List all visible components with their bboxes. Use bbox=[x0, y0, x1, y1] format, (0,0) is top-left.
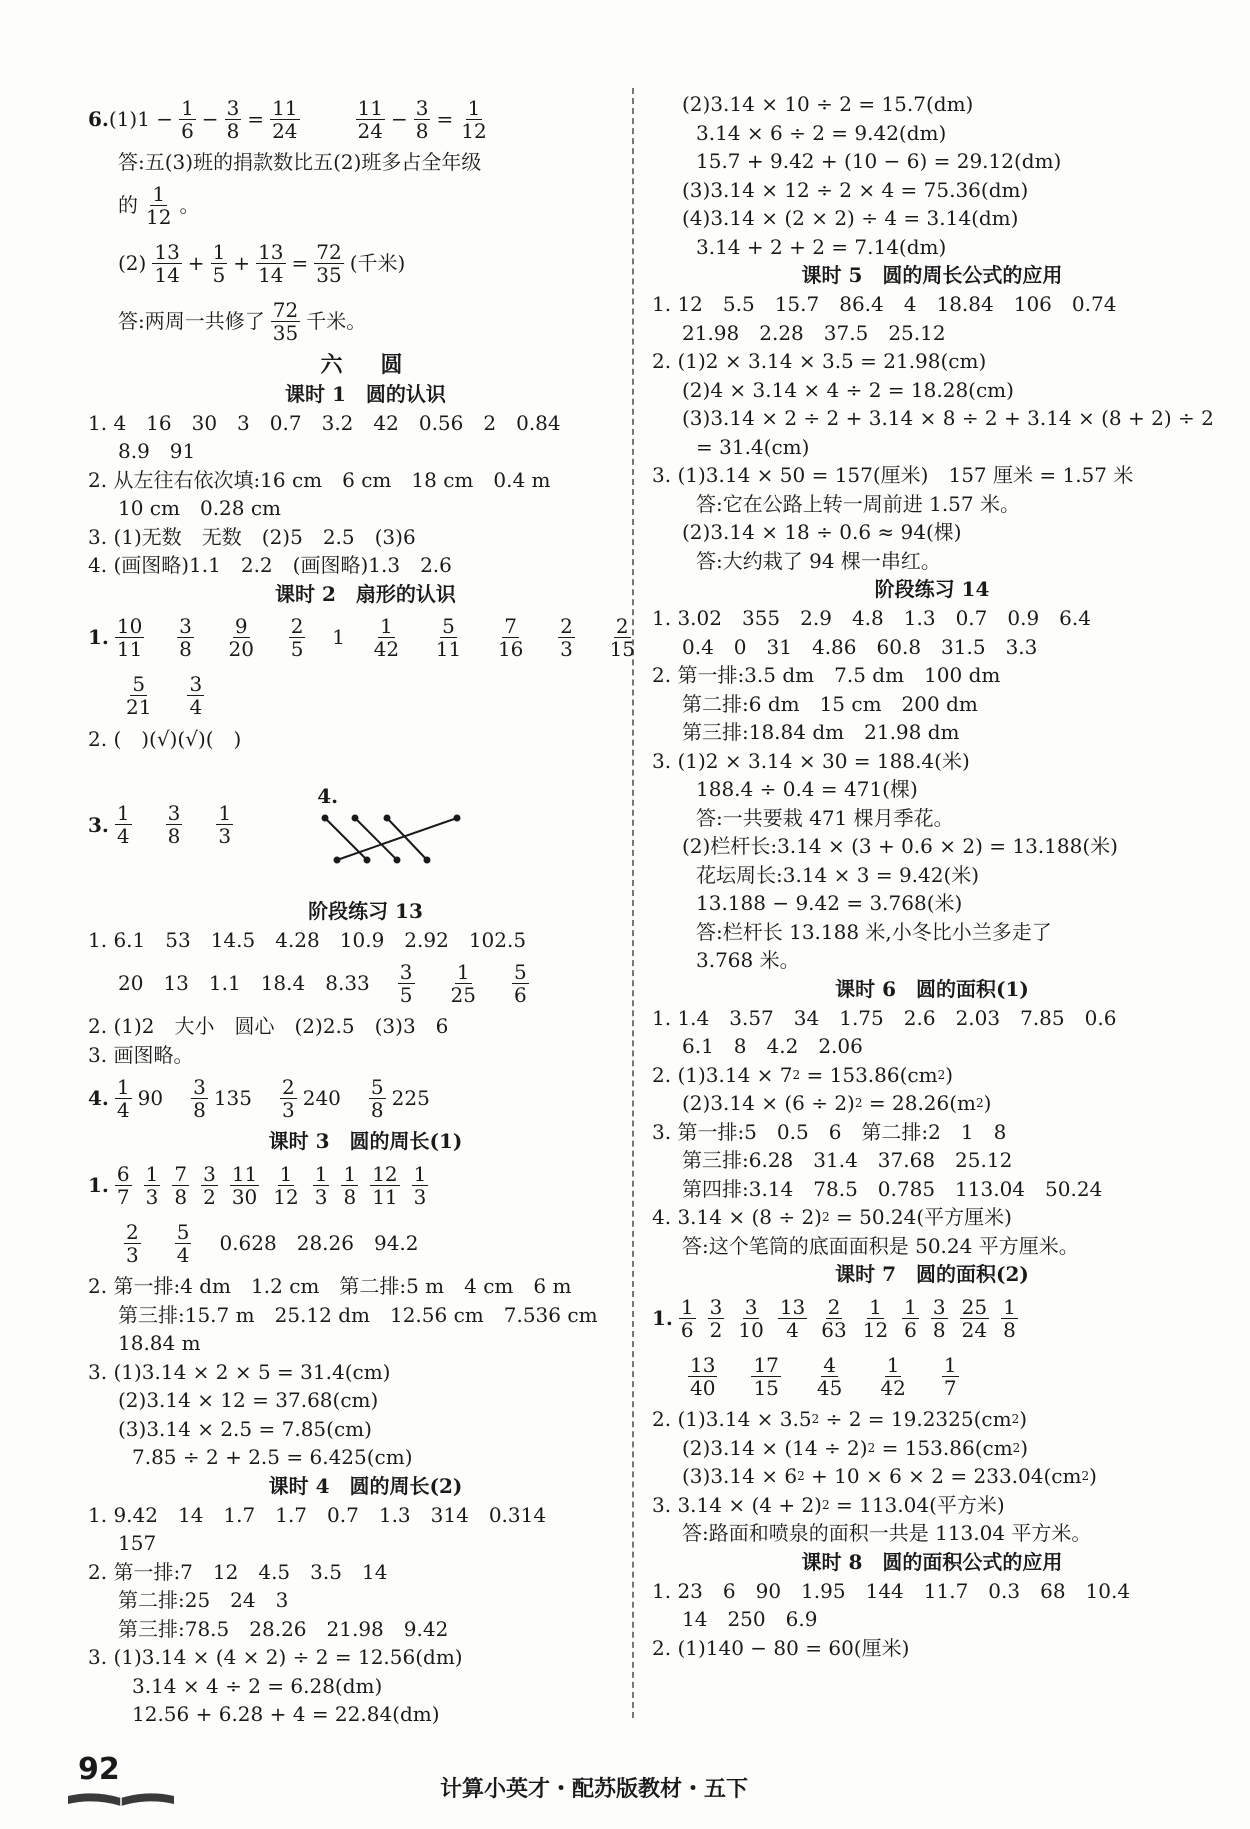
fraction: $\frac{5}{4}$ bbox=[176, 1219, 190, 1267]
answer-line: 3. (1)3.14 × (4 × 2) ÷ 2 = 12.56(dm) bbox=[88, 1645, 463, 1669]
fraction: $\frac{1}{6}$ bbox=[904, 1294, 917, 1342]
answer-line: (4)3.14 × (2 × 2) ÷ 4 = 3.14(dm) bbox=[682, 206, 1019, 230]
fraction: $\frac{5}{6}$ bbox=[513, 959, 527, 1007]
fraction: $\frac{1}{12}$ bbox=[461, 95, 487, 143]
answer-line: 12.56 + 6.28 + 4 = 22.84(dm) bbox=[132, 1702, 440, 1726]
fraction-answer-line: 1. $\frac{1}{6}$ $\frac{3}{2}$ $\frac{3}{10}$ $\frac{13}{4}$ $\frac{2}{63}$ $\frac{1}{12}$ $\frac{1}{6}$ $\frac{3}{8}$ $\frac{25}{24}$ $\frac{1}{8}$ bbox=[652, 1294, 1016, 1342]
answer-line: (2)3.14 × 18 ÷ 0.6 ≈ 94(棵) bbox=[682, 520, 962, 544]
answer-line: 157 bbox=[118, 1531, 157, 1555]
answer-line: 3. (1)无数 无数 (2)5 2.5 (3)6 bbox=[88, 524, 416, 549]
fraction: $\frac{5}{8}$ bbox=[370, 1074, 384, 1122]
lesson-title: 课时 1 圆的认识 bbox=[285, 381, 446, 406]
answer-line: 答:大约栽了 94 棵一串红。 bbox=[696, 548, 941, 573]
answer-line: 3. 画图略。 bbox=[88, 1042, 194, 1067]
answer-line: 6.1 8 4.2 2.06 bbox=[682, 1034, 863, 1058]
answer-line: 2. 第一排:4 dm 1.2 cm 第二排:5 m 4 cm 6 m bbox=[88, 1274, 572, 1298]
answer-line: 14 250 6.9 bbox=[682, 1607, 818, 1631]
expression-text: (1)1 − bbox=[108, 106, 174, 131]
answer-line: 答:路面和喷泉的面积一共是 113.04 平方米。 bbox=[682, 1521, 1092, 1545]
answer-line: 3. (1)3.14 × 50 = 157(厘米) 157 厘米 = 1.57 米 bbox=[652, 463, 1134, 487]
fraction: $\frac{72}{35}$ bbox=[272, 298, 299, 345]
fraction: $\frac{1}{4}$ bbox=[116, 801, 130, 849]
left-column bbox=[88, 90, 643, 1729]
fraction-answer-line: 1. $\frac{6}{7}$ $\frac{1}{3}$ $\frac{7}{8}$ $\frac{3}{2}$ $\frac{11}{30}$ $\frac{1}{12}$ $\frac{1}{3}$ $\frac{1}{8}$ $\frac{12}{11}$ $\frac{1}{3}$ bbox=[88, 1161, 427, 1209]
answer-line: 188.4 ÷ 0.4 = 471(棵) bbox=[696, 777, 918, 801]
answer-line: 0.4 0 31 4.86 60.8 31.5 3.3 bbox=[682, 634, 1038, 659]
fraction: $\frac{2}{3}$ bbox=[126, 1219, 139, 1267]
fraction-answer-line bbox=[88, 667, 643, 725]
answer-line: 4. (画图略)1.1 2.2 (画图略)1.3 2.6 bbox=[88, 553, 452, 577]
chapter-title: 六 圆 bbox=[320, 351, 411, 378]
open-book-icon bbox=[66, 1790, 176, 1810]
answer-line: 答:一共要栽 471 棵月季花。 bbox=[696, 805, 954, 830]
answer-line: 3. (1)3.14 × 2 × 5 = 31.4(cm) bbox=[88, 1359, 391, 1384]
answer-line: 2. (1)3.14 × 7 2 = 153.86(cm 2 ) bbox=[652, 1062, 954, 1087]
fraction: $\frac{1}{3}$ bbox=[218, 801, 232, 849]
answer-line: (2)3.14 × 10 ÷ 2 = 15.7(dm) bbox=[682, 92, 974, 116]
answer-line: 第二排:25 24 3 bbox=[118, 1588, 289, 1612]
fraction: $\frac{5}{11}$ bbox=[435, 614, 462, 661]
fraction: $\frac{1}{25}$ bbox=[450, 959, 476, 1007]
answer-line: 第二排:6 dm 15 cm 200 dm bbox=[682, 691, 978, 716]
fraction-answer-line: 4. $\frac{1}{4}$ 90 $\frac{3}{8}$ 135 $\frac{2}{3}$ 240 $\frac{5}{8}$ 225 bbox=[88, 1074, 430, 1122]
fraction: $\frac{1}{6}$ bbox=[181, 95, 194, 143]
answer-line: (3)3.14 × 6 2 + 10 × 6 × 2 = 233.04(cm 2 ) bbox=[682, 1464, 1097, 1488]
fraction: $\frac{12}{11}$ bbox=[372, 1161, 398, 1209]
fraction: $\frac{3}{5}$ bbox=[399, 959, 413, 1007]
lesson-title: 课时 8 圆的面积公式的应用 bbox=[801, 1549, 1063, 1574]
fraction: $\frac{72}{35}$ bbox=[316, 240, 342, 287]
fraction-answer-line bbox=[652, 1347, 1212, 1405]
question-number: 6. bbox=[88, 106, 109, 131]
answer-text: 答:两周一共修了 $\frac{72}{35}$ 千米。 bbox=[118, 298, 367, 345]
answer-line: 21.98 2.28 37.5 25.12 bbox=[682, 320, 946, 345]
answer-line: 3. 第一排:5 0.5 6 第二排:2 1 8 bbox=[652, 1119, 1007, 1144]
fraction: $\frac{13}{14}$ bbox=[154, 240, 180, 287]
answer-line: 13.188 − 9.42 = 3.768(米) bbox=[696, 891, 963, 915]
fraction-answer-line: 20 13 1.1 18.4 8.33 $\frac{3}{5}$ $\frac{1}{25}$ $\frac{5}{6}$ bbox=[118, 959, 527, 1007]
answer-text: 答:五(3)班的捐款数比五(2)班多占全年级 bbox=[118, 150, 482, 174]
fraction: $\frac{13}{40}$ bbox=[690, 1352, 716, 1400]
fraction-answer-line: 3. $\frac{1}{4}$ $\frac{3}{8}$ $\frac{1}{3}$ 4. bbox=[88, 753, 643, 897]
fraction: $\frac{3}{8}$ bbox=[179, 614, 192, 661]
answer-line: 15.7 + 9.42 + (10 − 6) = 29.12(dm) bbox=[696, 149, 1062, 173]
fraction: $\frac{3}{8}$ bbox=[193, 1074, 206, 1122]
fraction: $\frac{1}{12}$ bbox=[862, 1294, 889, 1342]
fraction: $\frac{1}{4}$ bbox=[116, 1074, 130, 1122]
answer-line: (2)3.14 × 12 = 37.68(cm) bbox=[118, 1388, 379, 1412]
answer-line: 第四排:3.14 78.5 0.785 113.04 50.24 bbox=[682, 1176, 1103, 1201]
page-number: 92 bbox=[78, 1752, 120, 1787]
answer-line: 答:这个笔筒的底面面积是 50.24 平方厘米。 bbox=[682, 1233, 1079, 1258]
fraction: $\frac{2}{15}$ bbox=[609, 614, 636, 661]
answer-line: 2. 从左往右依次填:16 cm 6 cm 18 cm 0.4 m bbox=[88, 467, 551, 492]
answer-line: 10 cm 0.28 cm bbox=[118, 496, 282, 520]
matching-lines-icon bbox=[317, 810, 467, 868]
answer-line: 3.14 × 6 ÷ 2 = 9.42(dm) bbox=[696, 120, 947, 145]
fraction: $\frac{3}{8}$ bbox=[932, 1294, 946, 1342]
q6-1-line: 6. (1)1 − $\frac{1}{6}$ − $\frac{3}{8}$ = $\frac{11}{24}$ $\frac{11}{24}$ − $\frac{3}{8}$ = $\frac{1}{12}$ bbox=[88, 95, 487, 143]
answer-line: (3)3.14 × 12 ÷ 2 × 4 = 75.36(dm) bbox=[682, 177, 1029, 202]
answer-text: 的 $\frac{1}{12}$ 。 bbox=[118, 182, 200, 229]
fraction: $\frac{7}{16}$ bbox=[497, 614, 524, 661]
answer-line: 3.768 米。 bbox=[696, 948, 800, 972]
fraction-answer-line: $\frac{2}{3}$ $\frac{5}{4}$ 0.628 28.26 94.2 bbox=[126, 1219, 419, 1267]
answer-line: 2. (1)2 × 3.14 × 3.5 = 21.98(cm) bbox=[652, 349, 987, 373]
fraction: $\frac{3}{2}$ bbox=[709, 1294, 723, 1342]
fraction: $\frac{1}{42}$ bbox=[373, 614, 400, 661]
fraction: $\frac{3}{4}$ bbox=[189, 672, 203, 719]
book-title: 计算小英才・配苏版教材・五下 bbox=[440, 1777, 749, 1802]
answer-line: (2)3.14 × (6 ÷ 2) 2 = 28.26(m 2 ) bbox=[682, 1091, 992, 1115]
answer-line: (2)4 × 3.14 × 4 ÷ 2 = 18.28(cm) bbox=[682, 377, 1014, 402]
answer-line: 3.14 + 2 + 2 = 7.14(dm) bbox=[696, 234, 947, 259]
answer-line: 4. 3.14 × (8 ÷ 2) 2 = 50.24(平方厘米) bbox=[652, 1205, 1012, 1229]
fraction: $\frac{5}{21}$ bbox=[126, 672, 152, 719]
lesson-title: 课时 3 圆的周长(1) bbox=[268, 1129, 463, 1154]
fraction: $\frac{2}{3}$ bbox=[282, 1074, 295, 1122]
answer-line: 1. 1.4 3.57 34 1.75 2.6 2.03 7.85 0.6 bbox=[652, 1005, 1117, 1030]
answer-line: 第三排:6.28 31.4 37.68 25.12 bbox=[682, 1148, 1013, 1172]
fraction: $\frac{1}{3}$ bbox=[413, 1161, 427, 1209]
fraction: $\frac{9}{20}$ bbox=[228, 614, 254, 661]
fraction: $\frac{4}{45}$ bbox=[816, 1352, 843, 1400]
fraction: $\frac{11}{24}$ bbox=[357, 95, 383, 143]
answer-line: 1. 9.42 14 1.7 1.7 0.7 1.3 314 0.314 bbox=[88, 1502, 547, 1527]
fraction-answer-line: 1. $\frac{10}{11}$ $\frac{3}{8}$ $\frac{9}{20}$ $\frac{2}{5}$ 1 $\frac{1}{42}$ $\frac{5}{11}$ $\frac{7}{16}$ $\frac{2}{3}$ $\frac{2}{15}$ bbox=[88, 614, 636, 661]
answer-line: 1. 6.1 53 14.5 4.28 10.9 2.92 102.5 bbox=[88, 927, 527, 952]
lesson-title: 课时 4 圆的周长(2) bbox=[268, 1473, 463, 1498]
section-title: 阶段练习 14 bbox=[874, 577, 990, 602]
fraction: $\frac{1}{6}$ bbox=[680, 1294, 694, 1342]
right-column bbox=[652, 90, 1212, 1662]
fraction: $\frac{17}{15}$ bbox=[753, 1352, 779, 1400]
fraction: $\frac{13}{14}$ bbox=[258, 240, 284, 287]
lesson-title: 课时 5 圆的周长公式的应用 bbox=[801, 263, 1063, 288]
fraction: $\frac{11}{24}$ bbox=[272, 95, 298, 143]
lesson-title: 课时 2 扇形的认识 bbox=[275, 581, 456, 606]
fraction: $\frac{2}{63}$ bbox=[821, 1294, 847, 1342]
fraction: $\frac{3}{8}$ bbox=[226, 95, 240, 143]
q6-2-line: (2) $\frac{13}{14}$ + $\frac{1}{5}$ + $\frac{13}{14}$ = $\frac{72}{35}$ (千米) bbox=[118, 240, 406, 287]
fraction: $\frac{1}{3}$ bbox=[145, 1161, 159, 1209]
lesson-title: 课时 6 圆的面积(1) bbox=[835, 976, 1029, 1001]
answer-line: = 31.4(cm) bbox=[696, 434, 810, 459]
fraction: $\frac{25}{24}$ bbox=[961, 1294, 988, 1342]
fraction: $\frac{1}{12}$ bbox=[273, 1161, 299, 1209]
answer-line: 3.14 × 4 ÷ 2 = 6.28(dm) bbox=[132, 1673, 383, 1698]
answer-line: 花坛周长:3.14 × 3 = 9.42(米) bbox=[696, 862, 980, 887]
fraction: $\frac{3}{2}$ bbox=[203, 1161, 216, 1209]
answer-line: 第三排:78.5 28.26 21.98 9.42 bbox=[118, 1616, 449, 1641]
answer-line: 18.84 m bbox=[118, 1331, 201, 1355]
fraction: $\frac{13}{4}$ bbox=[779, 1294, 806, 1342]
fraction: $\frac{3}{8}$ bbox=[415, 95, 429, 143]
fraction: $\frac{1}{8}$ bbox=[343, 1161, 357, 1209]
answer-line: 8.9 91 bbox=[118, 439, 196, 463]
answer-line: 1. 4 16 30 3 0.7 3.2 42 0.56 2 0.84 bbox=[88, 410, 561, 435]
fraction: $\frac{10}{11}$ bbox=[116, 614, 143, 661]
answer-line: 3. 3.14 × (4 + 2) 2 = 113.04(平方米) bbox=[652, 1492, 1005, 1517]
lesson-title: 课时 7 圆的面积(2) bbox=[835, 1262, 1029, 1287]
answer-line: 1. 3.02 355 2.9 4.8 1.3 0.7 0.9 6.4 bbox=[652, 606, 1091, 630]
fraction: $\frac{3}{10}$ bbox=[738, 1294, 764, 1342]
answer-line: (3)3.14 × 2 ÷ 2 + 3.14 × 8 ÷ 2 + 3.14 × (8 + 2) ÷ 2 bbox=[682, 406, 1214, 430]
matching-diagram: 4. bbox=[279, 753, 467, 897]
answer-line: 1. 23 6 90 1.95 144 11.7 0.3 68 10.4 bbox=[652, 1578, 1131, 1603]
fraction: $\frac{2}{3}$ bbox=[560, 614, 573, 661]
fraction: $\frac{1}{8}$ bbox=[1003, 1294, 1016, 1342]
answer-line: 2. (1)2 大小 圆心 (2)2.5 (3)3 6 bbox=[88, 1014, 449, 1038]
fraction: $\frac{6}{7}$ bbox=[116, 1161, 130, 1209]
answer-line: 答:栏杆长 13.188 米,小冬比小兰多走了 bbox=[696, 919, 1052, 944]
answer-line: 1. 12 5.5 15.7 86.4 4 18.84 106 0.74 bbox=[652, 292, 1117, 316]
answer-line: 2. 第一排:7 12 4.5 3.5 14 bbox=[88, 1559, 388, 1584]
answer-line: 2. ( )(√)(√)( ) bbox=[88, 726, 242, 751]
answer-line: (3)3.14 × 2.5 = 7.85(cm) bbox=[118, 1416, 372, 1441]
fraction: $\frac{1}{12}$ bbox=[146, 182, 172, 229]
answer-line: 2. (1)140 − 80 = 60(厘米) bbox=[652, 1635, 910, 1660]
answer-line: (2)3.14 × (14 ÷ 2) 2 = 153.86(cm 2 ) bbox=[682, 1435, 1029, 1460]
fraction: $\frac{1}{3}$ bbox=[314, 1161, 328, 1209]
answer-line: 2. 第一排:3.5 dm 7.5 dm 100 dm bbox=[652, 663, 1001, 687]
answer-line: (2)栏杆长:3.14 × (3 + 0.6 × 2) = 13.188(米) bbox=[682, 834, 1118, 858]
answer-line: 第三排:15.7 m 25.12 dm 12.56 cm 7.536 cm bbox=[118, 1302, 598, 1327]
answer-line: 第三排:18.84 dm 21.98 dm bbox=[682, 720, 960, 744]
fraction: $\frac{7}{8}$ bbox=[174, 1161, 188, 1209]
fraction: $\frac{1}{7}$ bbox=[943, 1352, 957, 1400]
fraction: $\frac{11}{30}$ bbox=[231, 1161, 258, 1209]
answer-line: 7.85 ÷ 2 + 2.5 = 6.425(cm) bbox=[132, 1445, 413, 1469]
fraction: $\frac{3}{8}$ bbox=[167, 801, 181, 849]
fraction: $\frac{1}{42}$ bbox=[880, 1352, 906, 1400]
fraction: $\frac{1}{5}$ bbox=[212, 240, 226, 287]
answer-line: 2. (1)3.14 × 3.5 2 ÷ 2 = 19.2325(cm 2 ) bbox=[652, 1407, 1028, 1431]
fraction: $\frac{2}{5}$ bbox=[290, 614, 304, 661]
answer-line: 3. (1)2 × 3.14 × 30 = 188.4(米) bbox=[652, 748, 970, 773]
answer-line: 答:它在公路上转一周前进 1.57 米。 bbox=[696, 491, 1020, 516]
section-title: 阶段练习 13 bbox=[308, 898, 423, 923]
